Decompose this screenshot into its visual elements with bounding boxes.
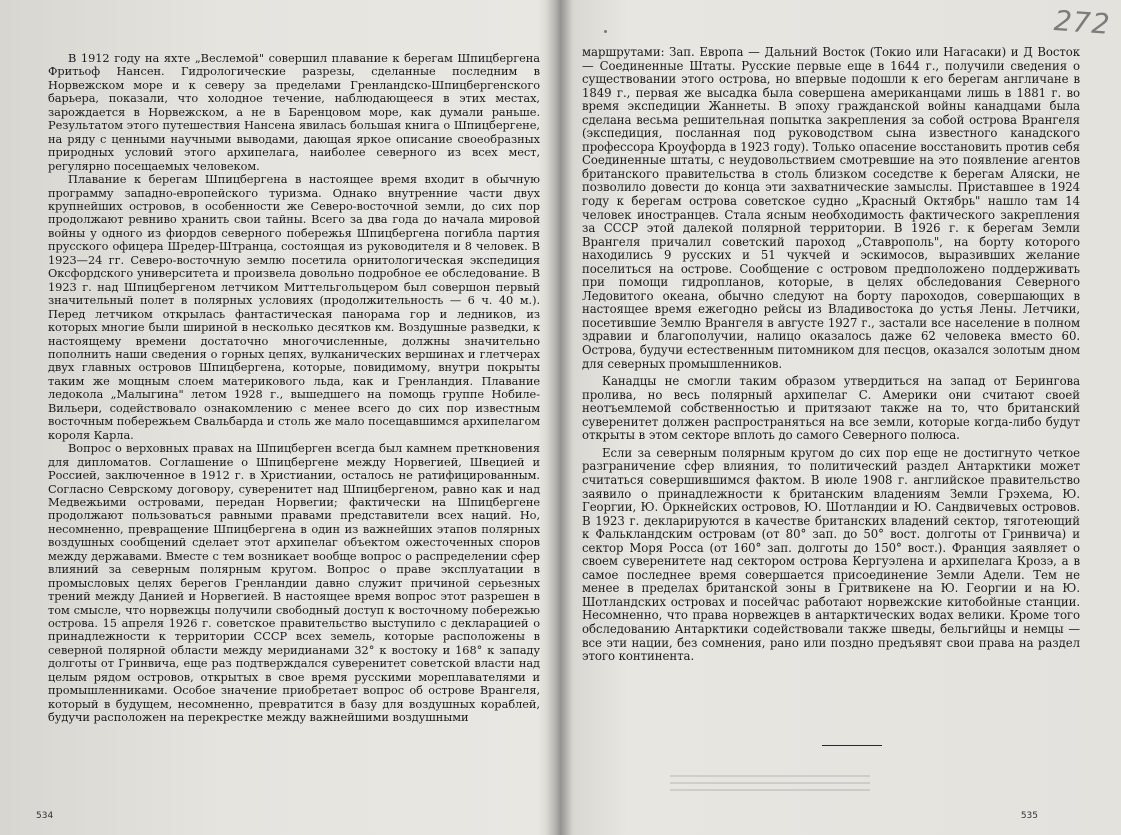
left-page — [0, 0, 560, 835]
right-paragraph-3: Если за северным полярным кругом до сих пор еще не достигнуто четкое разграничение сфер влияния, то политический раздел Антарктики может считаться совершившимся фактом. В июле 1908 г. английское правительство заявило о принадлежности к британским владениям Земли Грэхема, Ю. Георгии, Ю. Оркнейских островов, Ю. Шотландии и Ю. Сандвичевых островов. В 1923 г. декларируются в качестве британских владений сектор, тяготеющий к Фалькландским островам (от 80° зап. до 50° вост. долготы от Гринвича) и сектор Моря Росса (от 160° зап. долготы до 150° вост.). Франция заявляет о своем суверенитете над сектором острова Кергуэлена и архипелага Крозэ, а в самое последнее время совершается присоединение Земли Адели. Тем не менее в пределах британской зоны в Гритвикене на Ю. Георгии и на Ю. Шотландских островах и посейчас работают норвежские китобойные станции. Несомненно, что права норвежцев в антарктических водах велики. Кроме того обследованию Антарктики содействовали также шведы, бельгийцы и немцы — все эти нации, без сомнения, рано или поздно предъявят свои права на раздел этого континента. — [582, 445, 1080, 664]
section-end-rule — [822, 745, 882, 746]
right-page-number: 535 — [1020, 811, 1038, 821]
right-page — [560, 0, 1120, 835]
handwritten-folio-mark: 272 — [1052, 4, 1112, 41]
right-paragraph-1: маршрутами: Зап. Европа — Дальний Восток (Токио или Нагасаки) и Д Восток — Соединенные Штаты. Русские первые еще в 1644 г., получили сведения о существовании этого острова, но впервые подошли к его берегам англичане в 1849 г., первая же высадка была совершена американцами лишь в 1881 г. во время экспедиции Жаннеты. В эпоху гражданской войны канадцами была сделана весьма решительная попытка закрепления за собой острова Врангеля (экспедиция, посланная под руководством сына известного канадского профессора Кроуфорда в 1923 году). Только опасение восстановить против себя Соединенные штаты, с неудовольствием смотревшие на это появление агентов британского правительства в столь близком соседстве к берегам Аляски, не позволило довести до конца эти захватнические замыслы. Приставшее в 1924 году к берегам острова советское судно „Красный Октябрь" нашло там 14 человек иностранцев. Стала ясным необходимость фактического закрепления за СССР этой далекой полярной территории. В 1926 г. к берегам Земли Врангеля причалил советский пароход „Ставрополь", на борту которого находились 9 русских и 51 чукчей и эскимосов, выразивших желание поселиться на острове. Сообщение с островом предположено поддерживать при помощи гидропланов, которые, в целях обследования Северного Ледовитого океана, обычно следуют на борту пароходов, совершающих в настоящее время ежегодно рейсы из Владивостока до устья Лены. Летчики, посетившие Землю Врангеля в августе 1927 г., застали все население в полном здравии и благополучии, налицо оказалось даже 62 человека вместо 60. Острова, будучи естественным питомником для песцов, оказался золотым дном для северных промышленников. — [582, 45, 1080, 371]
gutter-shadow-right — [560, 0, 574, 835]
paper-speck — [604, 30, 607, 33]
left-paragraph-3: Вопрос о верховных правах на Шпицберген всегда был камнем преткновения для дипломатов. Соглашение о Шпицбергене между Норвегией, Швецией и Россией, заключенное в 1912 г. в Христиании, осталось не ратифицированным. Согласно Севрскому договору, суверенитет над Шпицбергеном, равно как и над Медвежьими островами, передан Норвегии; фактически на Шпицбергене продолжают пользоваться равными правами представители всех наций. Но, несомненно, превращение Шпицбергена в один из важнейших этапов полярных воздушных сообщений сделает этот архипелаг объектом ожесточенных споров между державами. Вместе с тем возникает вообще вопрос о распределении сфер влияний за северным полярным кругом. Вопрос о праве эксплуатации в промысловых целях берегов Гренландии давно служит причиной серьезных трений между Данией и Норвегией. В настоящее время вопрос этот разрешен в том смысле, что норвежцы получили свободный доступ к восточному побережью острова. 15 апреля 1926 г. советское правительство выступило с декларацией о принадлежности к территории СССР всех земель, которые расположены в северной полярной области между меридианами 32° к востоку и 168° к западу долготы от Гринвича, еще раз подтверждался суверенитет советской власти над целым рядом островов, открытых в свое время русскими мореплавателями и промышленниками. Особое значение приобретает вопрос об острове Врангеля, который в будущем, несомненно, превратится в базу для воздушных кораблей, будучи расположен на перекрестке между важнейшими воздушными — [48, 441, 540, 725]
right-paragraph-2: Канадцы не смогли таким образом утвердиться на запад от Берингова пролива, но весь полярный архипелаг С. Америки они считают своей неотъемлемой собственностью и притязают также на то, что британский суверенитет должен распространяться на все земли, которые когда-либо будут открыты в этом секторе вплоть до самого Северного полюса. — [582, 374, 1080, 443]
gutter-shadow-left — [546, 0, 560, 835]
left-paragraph-1: В 1912 году на яхте „Веслемой" совершил плавание к берегам Шпицбергена Фритьоф Нансен. Гидрологические разрезы, сделанные последним в Норвежском море и к северу за пределами Гренландско-Шпицбергенского барьера, показали, что холодное течение, наблюдающееся в этих местах, зарождается в Норвежском, а не в Баренцовом море, как думали раньше. Результатом этого путешествия Нансена явилась большая книга о Шпицбергене, на ряду с ценными научными выводами, дающая яркое описание своеобразных природных условий этого архипелага, наиболее северного из всех мест, регулярно посещаемых человеком. — [48, 51, 540, 173]
faint-bleedthrough-text — [670, 770, 870, 800]
left-paragraph-2: Плавание к берегам Шпицбергена в настоящее время входит в обычную программу западно-европейского туризма. Однако внутренние части двух крупнейших островов, в особенности же Северо-восточной земли, до сих пор продолжают ревниво хранить свои тайны. Всего за два года до начала мировой войны у одного из фиордов северного побережья Шпицбергена погибла партия прусского офицера Шредер-Штранца, состоящая из руководителя и 8 человек. В 1923—24 гг. Северо-восточную землю посетила орнитологическая экспедиция Оксфордского университета и произвела довольно подробное ее обследование. В 1923 г. над Шпицбергеном летчиком Миттельгольцером был совершон первый значительный полет в полярных условиях (продолжительность — 6 ч. 40 м.). Перед летчиком открылась фантастическая панорама гор и ледников, из которых многие были шириной в несколько десятков км. Воздушные разведки, к настоящему времени достаточно многочисленные, должны значительно пополнить наши сведения о горных цепях, вулканических вершинах и глетчерах двух главных островов Шпицбергена, которые, повидимому, внутри покрыты таким же мощным слоем материкового льда, как и Гренландия. Плавание ледокола „Малыгина" летом 1928 г., вышедшего на помощь группе Нобиле-Вильери, содействовало ознакомлению с менее всего до сих пор известным восточным побережьем Свальбарда и столь же мало посещавшимся архипелагом короля Карла. — [48, 172, 540, 442]
left-page-number: 534 — [36, 811, 54, 821]
